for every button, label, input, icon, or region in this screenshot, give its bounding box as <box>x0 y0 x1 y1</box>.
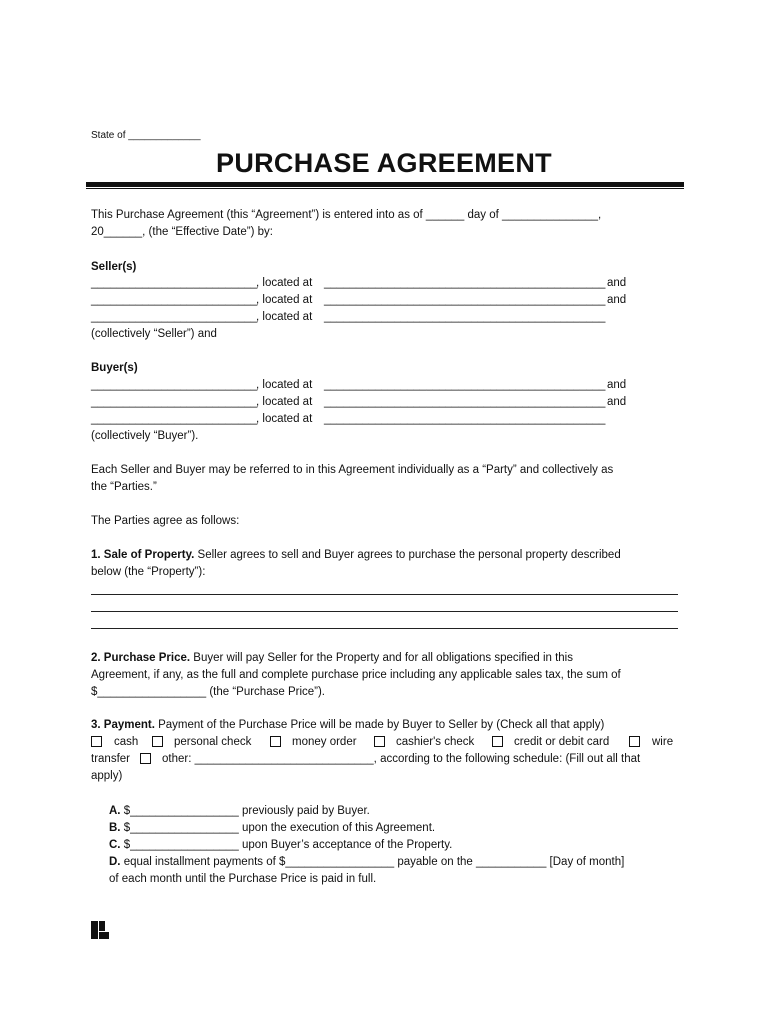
other-checkbox[interactable] <box>140 753 151 764</box>
section-1-line-1 <box>91 548 621 562</box>
section-3-line-1 <box>91 718 604 732</box>
schedule-item-b[interactable] <box>109 821 435 835</box>
other-label[interactable]: other: ____________________________, according to the following schedule: (Fill out all that <box>162 753 641 765</box>
located-at-label: , located at <box>256 311 313 323</box>
schedule-item-c[interactable] <box>109 838 452 852</box>
sellers-heading: Seller(s) <box>91 261 137 273</box>
title-rule-thick <box>86 182 684 187</box>
section-2-text: Buyer will pay Seller for the Property and for all obligations specified in this <box>190 652 573 664</box>
title-rule-thin <box>86 188 684 189</box>
wire-transfer-checkbox[interactable] <box>629 736 640 747</box>
document-title: PURCHASE AGREEMENT <box>216 148 552 178</box>
section-1-heading: 1. Sale of Property. <box>91 549 195 561</box>
buyers-collective: (collectively “Buyer”). <box>91 430 199 442</box>
cashiers-check-label: cashier's check <box>396 736 475 748</box>
cashiers-check-checkbox[interactable] <box>374 736 385 747</box>
section-3-text: Payment of the Purchase Price will be made by Buyer to Seller by (Check all that apply) <box>154 719 605 731</box>
section-2-line-1 <box>91 651 573 665</box>
buyer-name-field[interactable]: __________________________ <box>91 379 258 391</box>
cash-label: cash <box>114 736 139 748</box>
brand-logo-icon <box>91 921 109 939</box>
money-order-checkbox[interactable] <box>270 736 281 747</box>
party-line-1: Each Seller and Buyer may be referred to in this Agreement individually as a “Party” and collectively as <box>91 464 614 476</box>
and-label: and <box>607 294 627 306</box>
sellers-collective: (collectively “Seller”) and <box>91 328 217 340</box>
buyer-address-field[interactable]: ____________________________________________ <box>324 379 606 391</box>
located-at-label: , located at <box>256 413 313 425</box>
credit-card-label: credit or debit card <box>514 736 610 748</box>
seller-name-field[interactable]: __________________________ <box>91 311 258 323</box>
section-1-text: Seller agrees to sell and Buyer agrees to purchase the personal property described <box>194 549 621 561</box>
seller-name-field[interactable]: __________________________ <box>91 277 258 289</box>
agree-line: The Parties agree as follows: <box>91 515 240 527</box>
seller-address-field[interactable]: ____________________________________________ <box>324 294 606 306</box>
personal-check-checkbox[interactable] <box>152 736 163 747</box>
schedule-item-label: C. <box>109 839 121 851</box>
schedule-item-label: A. <box>109 805 121 817</box>
schedule-item-text: $_________________ previously paid by Buyer. <box>120 805 370 817</box>
wire-label: wire <box>652 736 674 748</box>
intro-line-2[interactable]: 20______, (the “Effective Date”) by: <box>91 226 273 238</box>
property-blank-3[interactable] <box>91 628 678 629</box>
buyer-name-field[interactable]: __________________________ <box>91 396 258 408</box>
money-order-label: money order <box>292 736 357 748</box>
located-at-label: , located at <box>256 396 313 408</box>
purchase-price-field[interactable]: $_________________ (the “Purchase Price”). <box>91 686 325 698</box>
personal-check-label: personal check <box>174 736 252 748</box>
section-3-heading: 3. Payment. <box>91 719 155 731</box>
property-blank-2[interactable] <box>91 611 678 612</box>
located-at-label: , located at <box>256 294 313 306</box>
and-label: and <box>607 379 627 391</box>
and-label: and <box>607 396 627 408</box>
section-2-heading: 2. Purchase Price. <box>91 652 191 664</box>
cash-checkbox[interactable] <box>91 736 102 747</box>
seller-address-field[interactable]: ____________________________________________ <box>324 311 606 323</box>
schedule-item-label: B. <box>109 822 121 834</box>
buyer-address-field[interactable]: ____________________________________________ <box>324 396 606 408</box>
buyers-heading: Buyer(s) <box>91 362 138 374</box>
section-2-line-2: Agreement, if any, as the full and complete purchase price including any applicable sales tax, the sum of <box>91 669 621 681</box>
schedule-item-label: D. <box>109 856 121 868</box>
party-line-2: the “Parties.” <box>91 481 157 493</box>
schedule-item-text: $_________________ upon the execution of this Agreement. <box>120 822 436 834</box>
located-at-label: , located at <box>256 277 313 289</box>
schedule-item-d[interactable] <box>109 855 624 869</box>
state-field[interactable]: State of _____________ <box>91 130 201 141</box>
schedule-item-text: equal installment payments of $_________________ payable on the ___________ [Day of month] <box>120 856 625 868</box>
buyer-address-field[interactable]: ____________________________________________ <box>324 413 606 425</box>
buyer-name-field[interactable]: __________________________ <box>91 413 258 425</box>
seller-address-field[interactable]: ____________________________________________ <box>324 277 606 289</box>
schedule-tail: of each month until the Purchase Price is paid in full. <box>109 873 377 885</box>
schedule-item-text: $_________________ upon Buyer’s acceptance of the Property. <box>120 839 453 851</box>
apply-label: apply) <box>91 770 123 782</box>
property-blank-1[interactable] <box>91 594 678 595</box>
transfer-label: transfer <box>91 753 130 765</box>
intro-line-1[interactable]: This Purchase Agreement (this “Agreement”) is entered into as of ______ day of _______________, <box>91 209 602 221</box>
credit-card-checkbox[interactable] <box>492 736 503 747</box>
section-1-line-2: below (the “Property”): <box>91 566 206 578</box>
located-at-label: , located at <box>256 379 313 391</box>
schedule-item-a[interactable] <box>109 804 370 818</box>
seller-name-field[interactable]: __________________________ <box>91 294 258 306</box>
and-label: and <box>607 277 627 289</box>
